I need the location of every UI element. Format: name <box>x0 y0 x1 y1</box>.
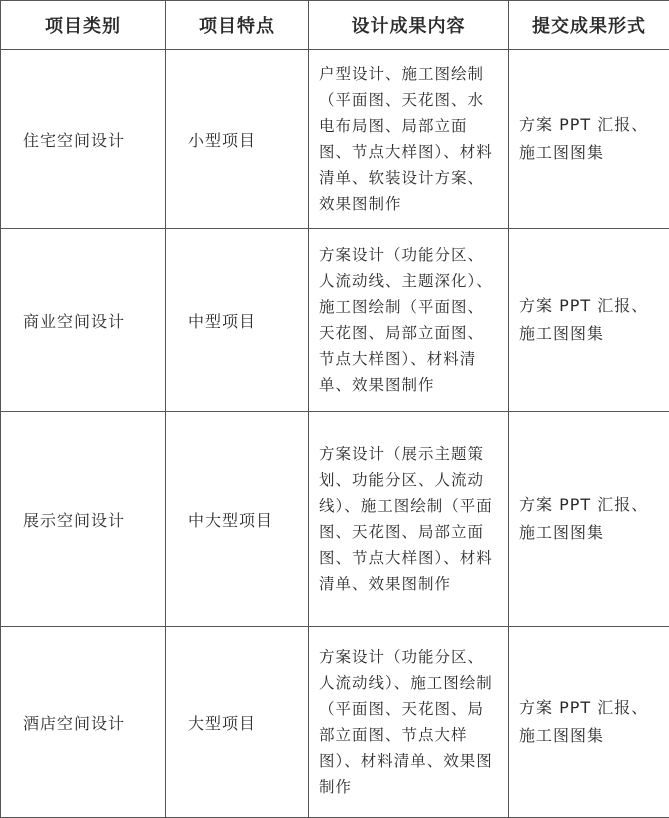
cell-project-feature: 大型项目 <box>166 627 309 818</box>
cell-submission-form: 方案 PPT 汇报、施工图图集 <box>509 229 669 412</box>
table-row <box>1 229 669 412</box>
cell-project-category: 商业空间设计 <box>1 229 166 412</box>
cell-design-content: 方案设计（展示主题策划、功能分区、人流动线）、施工图绘制（平面图、天花图、局部立面图、节点大样图）、材料清单、效果图制作 <box>309 412 509 627</box>
header-project-feature: 项目特点 <box>166 1 309 50</box>
cell-design-content: 户型设计、施工图绘制（平面图、天花图、水电布局图、局部立面图、节点大样图）、材料清单、软装设计方案、效果图制作 <box>309 50 509 229</box>
cell-project-feature: 中大型项目 <box>166 412 309 627</box>
table-row <box>1 50 669 229</box>
header-design-content: 设计成果内容 <box>309 1 509 50</box>
cell-design-content: 方案设计（功能分区、人流动线、主题深化）、施工图绘制（平面图、天花图、局部立面图、节点大样图）、材料清单、效果图制作 <box>309 229 509 412</box>
cell-submission-form: 方案 PPT 汇报、施工图图集 <box>509 627 669 818</box>
table-row <box>1 627 669 818</box>
cell-project-category: 展示空间设计 <box>1 412 166 627</box>
header-submission-form: 提交成果形式 <box>509 1 669 50</box>
cell-project-category: 住宅空间设计 <box>1 50 166 229</box>
cell-project-feature: 中型项目 <box>166 229 309 412</box>
cell-design-content: 方案设计（功能分区、人流动线）、施工图绘制（平面图、天花图、局部立面图、节点大样图）、材料清单、效果图制作 <box>309 627 509 818</box>
header-project-category: 项目类别 <box>1 1 166 50</box>
cell-submission-form: 方案 PPT 汇报、施工图图集 <box>509 50 669 229</box>
cell-project-feature: 小型项目 <box>166 50 309 229</box>
table-header-row <box>1 1 669 50</box>
table-row <box>1 412 669 627</box>
cell-submission-form: 方案 PPT 汇报、施工图图集 <box>509 412 669 627</box>
cell-project-category: 酒店空间设计 <box>1 627 166 818</box>
